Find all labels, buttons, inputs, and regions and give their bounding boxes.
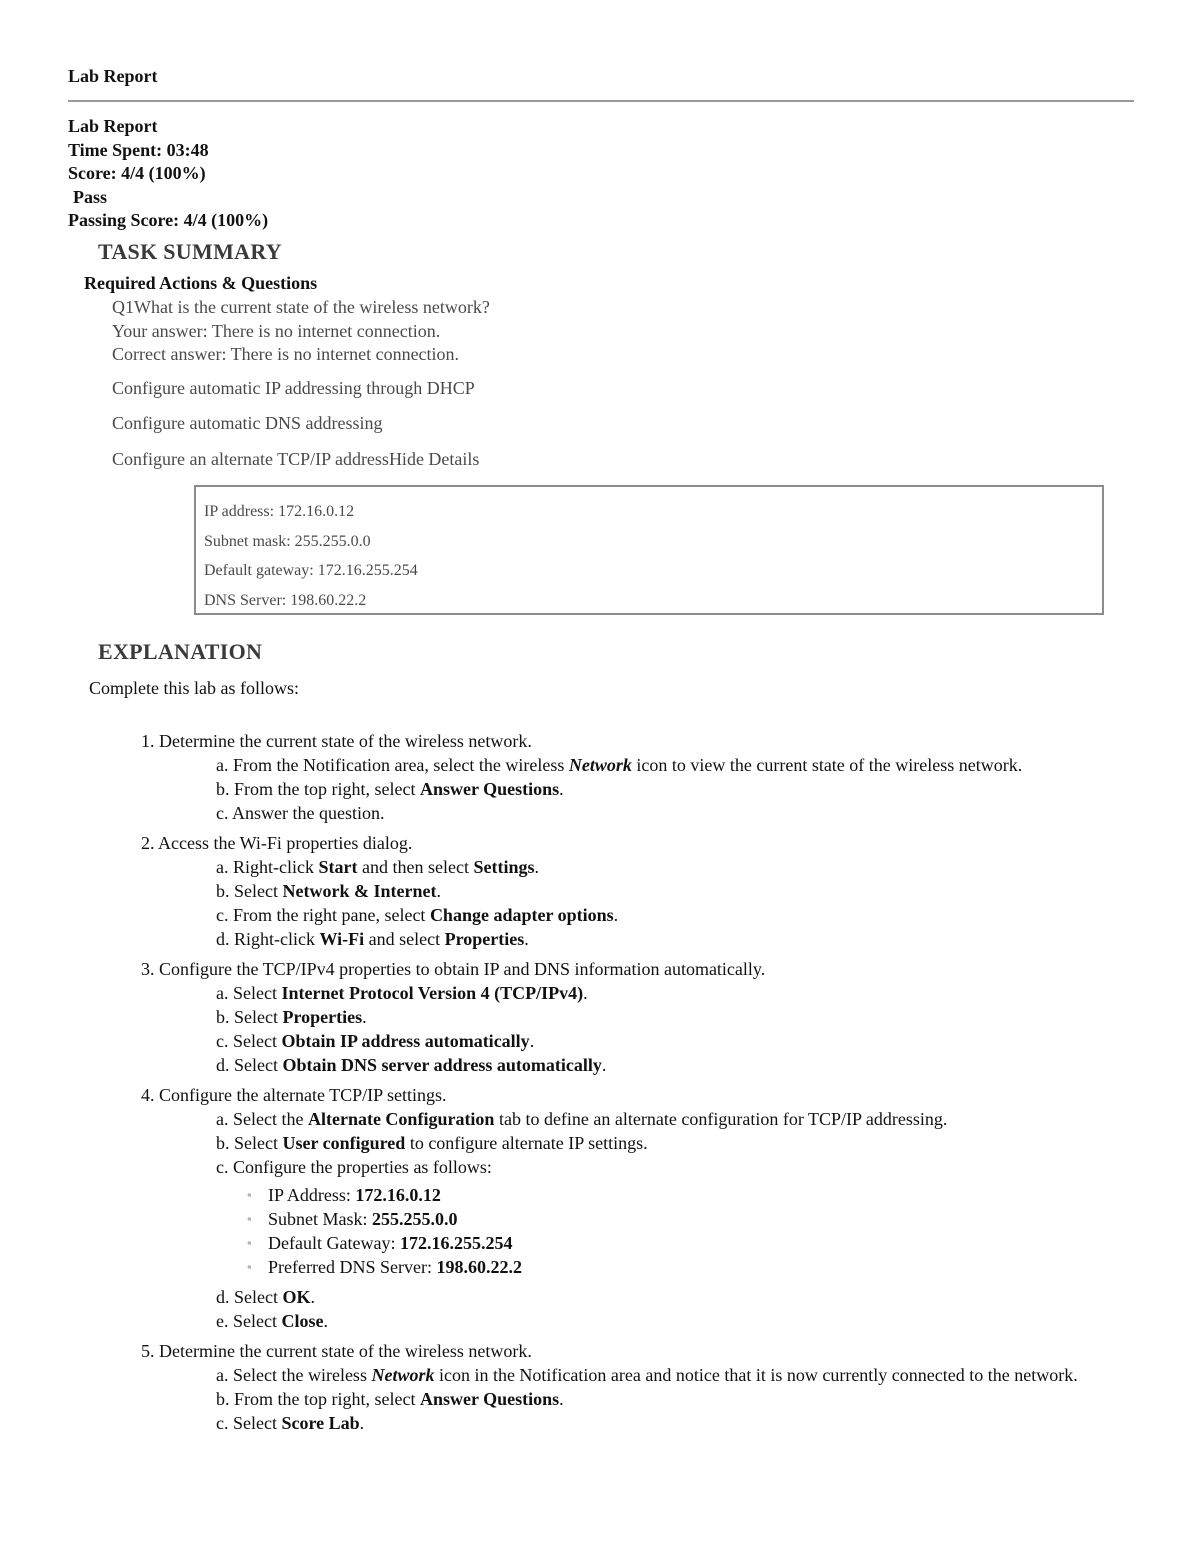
task-summary-heading: TASK SUMMARY xyxy=(98,239,282,264)
list-item: ▪ Default Gateway: 172.16.255.254 xyxy=(247,1233,513,1253)
score: Score: 4/4 (100%) xyxy=(68,163,206,183)
bullet-icon: ▪ xyxy=(247,1211,252,1226)
list-item: ▪ IP Address: 172.16.0.12 xyxy=(247,1185,441,1205)
detail-default-gateway: Default gateway: 172.16.255.254 xyxy=(204,562,418,579)
list-item: ▪ Preferred DNS Server: 198.60.22.2 xyxy=(247,1257,522,1277)
list-item: ▪ Subnet Mask: 255.255.0.0 xyxy=(247,1209,458,1229)
detail-subnet-mask: Subnet mask: 255.255.0.0 xyxy=(204,532,371,550)
step-1 xyxy=(141,729,1131,825)
substep: a. Select Internet Protocol Version 4 (TCP/IPv4). xyxy=(216,983,588,1003)
action-item: Configure automatic IP addressing through DHCP xyxy=(112,378,475,398)
substep: b. From the top right, select Answer Questions. xyxy=(216,779,564,799)
question-prompt: Q1What is the current state of the wireless network? xyxy=(112,297,490,317)
substep: b. Select User configured to configure alternate IP settings. xyxy=(216,1133,648,1153)
substep: c. Select Obtain IP address automatically. xyxy=(216,1031,535,1051)
substep: a. Right-click Start and then select Settings. xyxy=(216,857,539,877)
explanation-steps xyxy=(141,729,1131,1441)
substep: a. Select the Alternate Configuration tab to define an alternate configuration for TCP/IP addressing. xyxy=(216,1109,948,1129)
substep: c. Select Score Lab. xyxy=(216,1413,365,1433)
substep: c. Configure the properties as follows: xyxy=(216,1157,492,1177)
substep: c. From the right pane, select Change adapter options. xyxy=(216,905,619,925)
your-answer: Your answer: There is no internet connection. xyxy=(112,320,441,341)
substep: a. Select the wireless Network icon in the Notification area and notice that it is now currently connected to the network. xyxy=(216,1365,1078,1385)
substep: d. Right-click Wi-Fi and select Properties. xyxy=(216,929,529,949)
report-title: Lab Report xyxy=(68,116,158,136)
step-4 xyxy=(141,1083,1131,1333)
substep: a. From the Notification area, select the wireless Network icon to view the current state of the wireless network. xyxy=(216,755,1023,775)
step-title: 4. Configure the alternate TCP/IP settings. xyxy=(141,1085,447,1105)
question-block xyxy=(112,296,490,367)
bullet-icon: ▪ xyxy=(247,1259,252,1274)
substep: d. Select OK. xyxy=(216,1287,315,1307)
substep: b. Select Network & Internet. xyxy=(216,881,441,901)
step-5 xyxy=(141,1339,1131,1435)
report-summary xyxy=(68,115,268,233)
hide-details-link[interactable]: Hide Details xyxy=(388,449,480,469)
correct-answer: Correct answer: There is no internet connection. xyxy=(112,344,460,364)
step-title: 2. Access the Wi-Fi properties dialog. xyxy=(141,833,413,853)
substep: c. Answer the question. xyxy=(216,803,385,823)
step-2 xyxy=(141,831,1131,951)
explanation-intro: Complete this lab as follows: xyxy=(89,678,299,698)
property-list xyxy=(141,1183,1131,1279)
action-item: Configure automatic DNS addressing xyxy=(112,413,383,433)
bullet-icon: ▪ xyxy=(247,1187,252,1202)
page-header-title: Lab Report xyxy=(68,66,158,86)
action-item-label: Configure an alternate TCP/IP address xyxy=(112,449,389,469)
passing-score: Passing Score: 4/4 (100%) xyxy=(68,210,269,230)
required-actions-heading: Required Actions & Questions xyxy=(84,273,318,293)
substep: b. From the top right, select Answer Questions. xyxy=(216,1389,564,1409)
detail-dns-server: DNS Server: 198.60.22.2 xyxy=(204,591,367,609)
status-badge: Pass xyxy=(73,186,108,207)
bullet-icon: ▪ xyxy=(247,1235,252,1250)
step-title: 3. Configure the TCP/IPv4 properties to obtain IP and DNS information automatically. xyxy=(141,959,766,979)
action-item-with-details xyxy=(112,449,479,470)
substep: e. Select Close. xyxy=(216,1311,328,1331)
step-title: 5. Determine the current state of the wireless network. xyxy=(141,1341,532,1361)
header-divider xyxy=(68,100,1134,102)
time-spent: Time Spent: 03:48 xyxy=(68,139,209,160)
substep: b. Select Properties. xyxy=(216,1007,367,1027)
substep: d. Select Obtain DNS server address automatically. xyxy=(216,1055,607,1075)
details-box xyxy=(194,485,1104,615)
step-title: 1. Determine the current state of the wireless network. xyxy=(141,731,532,751)
step-3 xyxy=(141,957,1131,1077)
detail-ip-address: IP address: 172.16.0.12 xyxy=(204,503,355,520)
explanation-heading: EXPLANATION xyxy=(98,639,263,664)
